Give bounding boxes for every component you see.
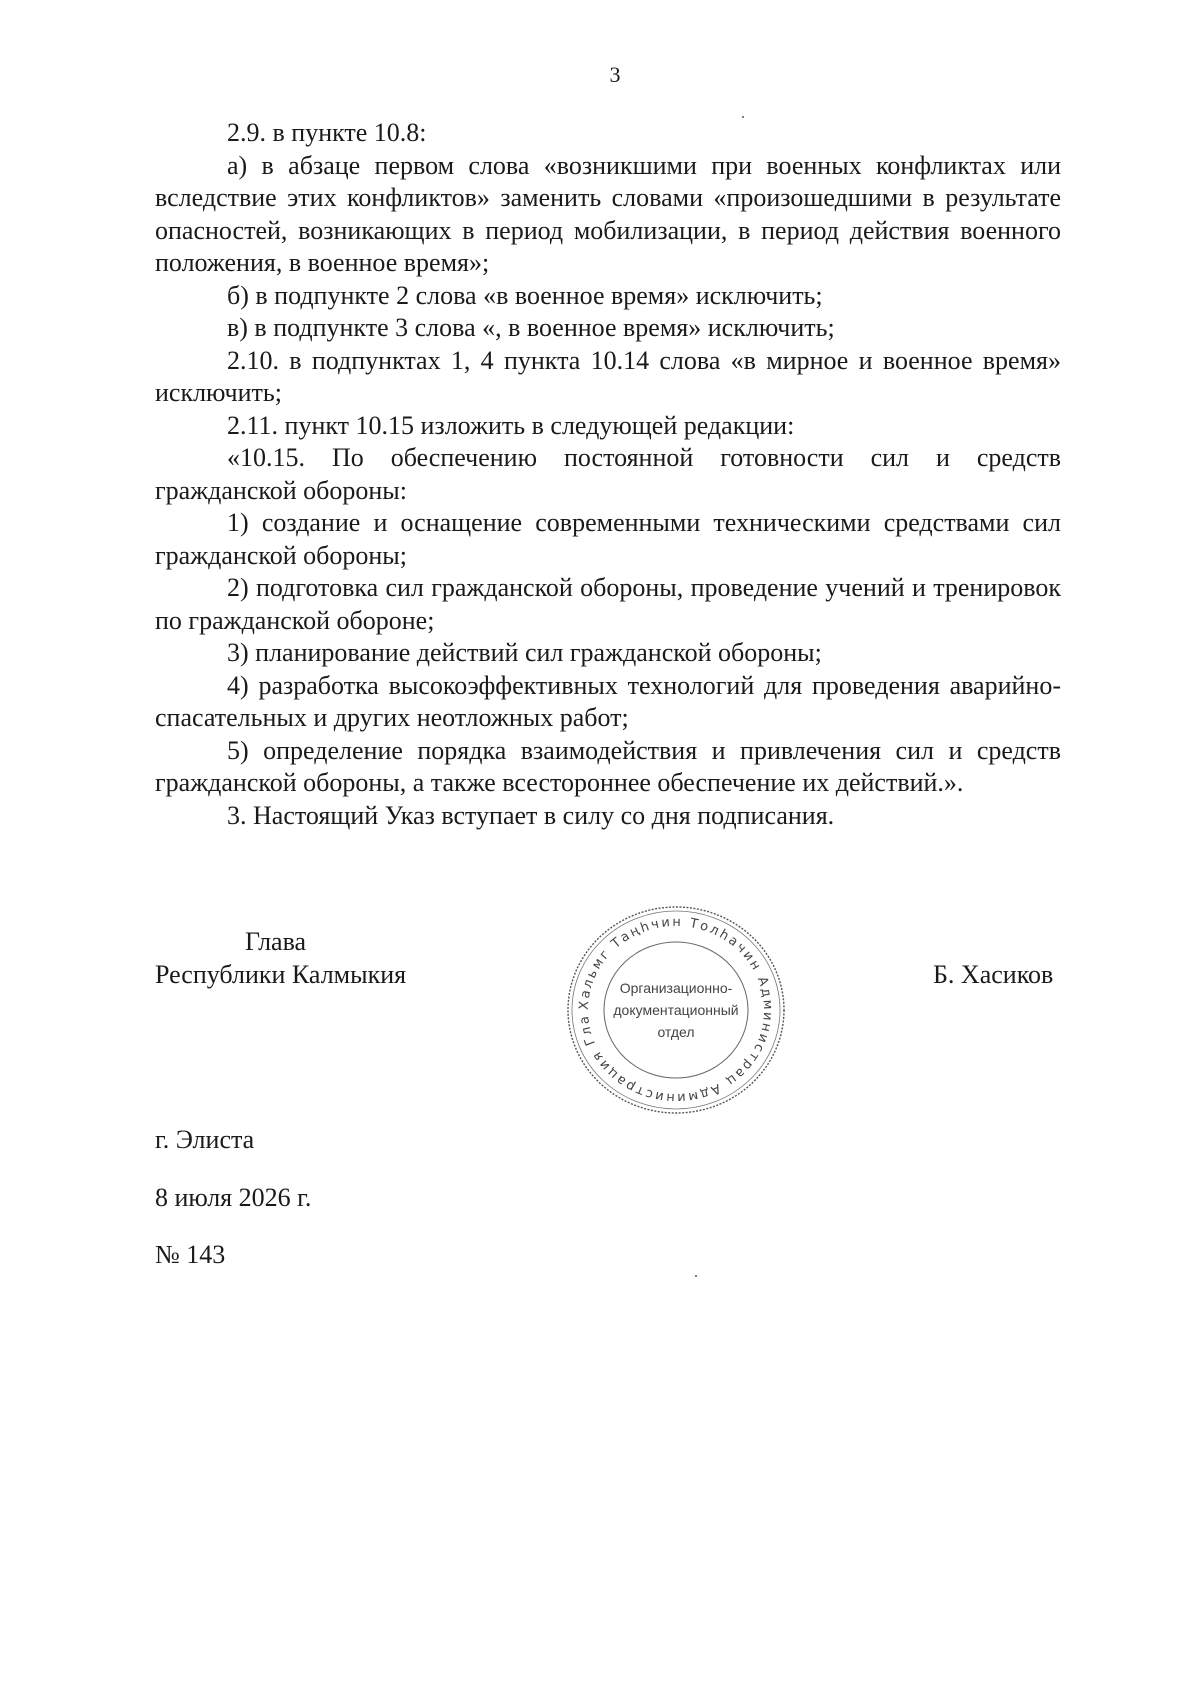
document-body	[155, 117, 1061, 832]
paragraph: 4) разработка высокоэффективных технологий для проведения аварийно-спасательных и других неотложных работ;	[155, 670, 1061, 732]
page-number: 3	[609, 62, 621, 87]
issue-date: 8 июля 2026 г.	[155, 1183, 312, 1212]
stamp-ring-text: Хальмг Таңһчин Толһачин Администрац Администрация Гла	[576, 914, 776, 1106]
paragraph: 3) планирование действий сил гражданской обороны;	[227, 638, 822, 667]
issue-place: г. Элиста	[155, 1125, 255, 1154]
svg-text:Хальмг Таңһчин Толһачин Админи	[556, 895, 775, 1105]
paragraph: а) в абзаце первом слова «возникшими при военных конфликтах или вследствие этих конфликтов» заменить словами «произошедшими в результате опасностей, возникающих в период мобилизации, в период действия военного положения, в военное время»;	[155, 150, 1061, 277]
stamp-center-line2: документационный	[613, 1002, 739, 1018]
paragraph: 2.9. в пункте 10.8:	[227, 118, 427, 147]
scan-speck	[695, 1275, 697, 1277]
signatory-name: Б. Хасиков	[933, 960, 1054, 989]
stamp-center-line1: Организационно-	[619, 980, 733, 996]
stamp-center-line3: отдел	[657, 1024, 695, 1040]
paragraph: 2.11. пункт 10.15 изложить в следующей редакции:	[227, 410, 795, 440]
paragraph: 2) подготовка сил гражданской обороны, проведение учений и тренировок по гражданской обороне;	[155, 573, 1061, 635]
paragraph: в) в подпункте 3 слова «, в военное время» исключить;	[227, 313, 835, 342]
official-stamp-icon	[556, 895, 796, 1125]
paragraph: 1) создание и оснащение современными техническими средствами сил гражданской обороны;	[155, 508, 1061, 570]
signatory-title-line2: Республики Калмыкия	[155, 960, 407, 989]
paragraph: 5) определение порядка взаимодействия и привлечения сил и средств гражданской обороны, а также всестороннее обеспечение их действий.».	[155, 735, 1061, 797]
signatory-title	[155, 925, 406, 991]
scan-speck	[742, 116, 744, 118]
document-number: № 143	[155, 1240, 226, 1269]
paragraph: «10.15. По обеспечению постоянной готовности сил и средств гражданской обороны:	[155, 443, 1061, 505]
paragraph: б) в подпункте 2 слова «в военное время» исключить;	[227, 280, 823, 310]
paragraph: 2.10. в подпунктах 1, 4 пункта 10.14 слова «в мирное и военное время» исключить;	[155, 345, 1061, 407]
signatory-title-line1: Глава	[245, 927, 307, 956]
paragraph: 3. Настоящий Указ вступает в силу со дня подписания.	[227, 800, 835, 830]
